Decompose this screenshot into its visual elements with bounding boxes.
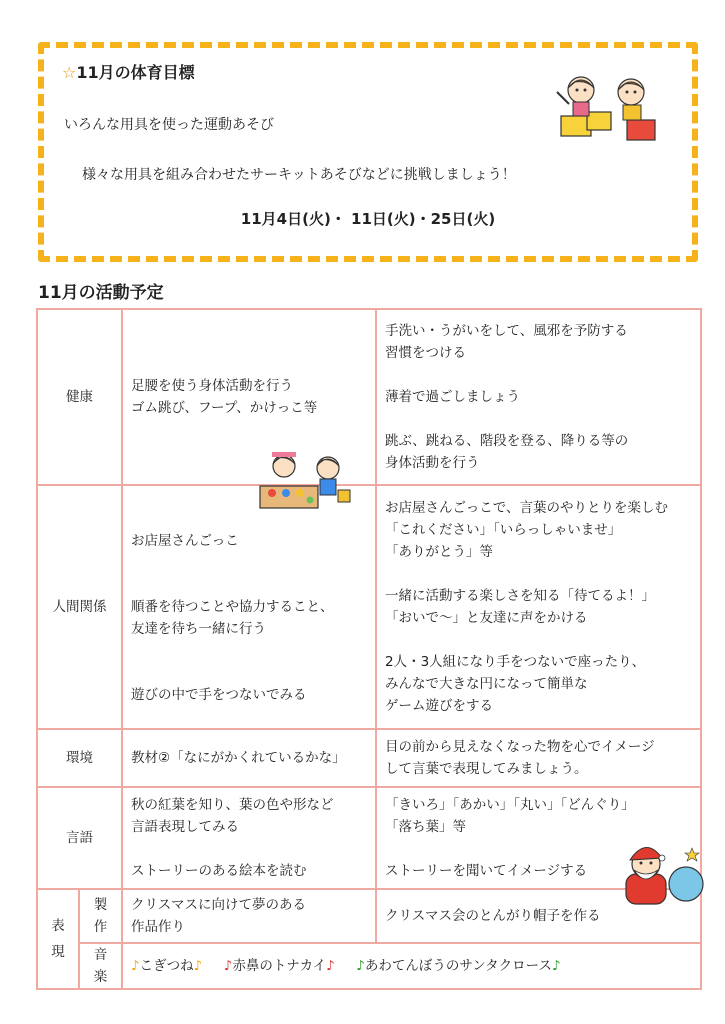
row-kenko bbox=[37, 309, 701, 485]
kids-shop-play-illustration bbox=[258, 448, 354, 516]
category-kenko: 健康 bbox=[37, 309, 122, 485]
row-seisaku bbox=[37, 889, 701, 943]
santa-claus-illustration bbox=[612, 838, 704, 910]
goal-dates: 11月4日(火)・ 11日(火)・25日(火) bbox=[240, 210, 496, 228]
section-title: 11月の活動予定 bbox=[38, 283, 164, 303]
aim-gengo: 「きいろ」「あかい」「丸い」「どんぐり」 「落ち葉」等 ストーリーを聞いてイメージする bbox=[376, 787, 701, 889]
goal-line1: いろんな用具を使った運動あそび bbox=[64, 117, 274, 133]
goal-box bbox=[38, 42, 698, 262]
aim-kankyo: 目の前から見えなくなった物を心でイメージ して言葉で表現してみましょう。 bbox=[376, 729, 701, 787]
row-kankyo bbox=[37, 729, 701, 787]
label-ongaku: 音楽 bbox=[79, 943, 122, 989]
activity-kankyo: 教材②「なにがかくれているかな」 bbox=[122, 729, 376, 787]
song-2: 赤鼻のトナカイ bbox=[232, 958, 327, 974]
row-ningen bbox=[37, 485, 701, 729]
row-gengo bbox=[37, 787, 701, 889]
activity-kenko: 足腰を使う身体活動を行う ゴム跳び、フープ、かけっこ等 bbox=[122, 309, 376, 485]
aim-ningen: お店屋さんごっこで、言葉のやりとりを楽しむ 「これください」「いらっしゃいませ」 「ありがとう」等 一緒に活動する楽しさを知る「待てるよ！」 「おいで〜」と友達に声をかける 2人・3人組になり手をつないで座ったり、 みんなで大きな円になって簡単な ゲーム遊びをする bbox=[376, 485, 701, 729]
aim-kenko: 手洗い・うがいをして、風邪を予防する 習慣をつける 薄着で過ごしましょう 跳ぶ、跳ねる、階段を登る、降りる等の 身体活動を行う bbox=[376, 309, 701, 485]
category-gengo: 言語 bbox=[37, 787, 122, 889]
activity-plan-table bbox=[36, 308, 702, 990]
activity-gengo: 秋の紅葉を知り、葉の色や形など 言語表現してみる ストーリーのある絵本を読む bbox=[122, 787, 376, 889]
aim-seisaku: クリスマス会のとんがり帽子を作る bbox=[376, 889, 701, 943]
song-1: こぎつね bbox=[139, 958, 194, 974]
activity-seisaku: クリスマスに向けて夢のある 作品作り bbox=[122, 889, 376, 943]
category-hyogen: 表 現 bbox=[37, 889, 79, 989]
category-ningen: 人間関係 bbox=[37, 485, 122, 729]
goal-line2: 様々な用具を組み合わせたサーキットあそびなどに挑戦しましょう！ bbox=[82, 167, 516, 183]
row-ongaku bbox=[37, 943, 701, 989]
activity-ningen: お店屋さんごっこ 順番を待つことや協力すること、 友達を待ち一緒に行う 遊びの中で手をつないでみる bbox=[122, 485, 376, 729]
kids-on-blocks-illustration bbox=[549, 68, 659, 148]
goal-title: ☆11月の体育目標 bbox=[62, 63, 195, 82]
category-kankyo: 環境 bbox=[37, 729, 122, 787]
song-3: あわてんぼうのサンタクロース bbox=[364, 958, 553, 974]
label-seisaku: 製作 bbox=[79, 889, 122, 943]
songs-ongaku: ♪こぎつね♪ ♪赤鼻のトナカイ♪ ♪あわてんぼうのサンタクロース♪ bbox=[122, 943, 701, 989]
